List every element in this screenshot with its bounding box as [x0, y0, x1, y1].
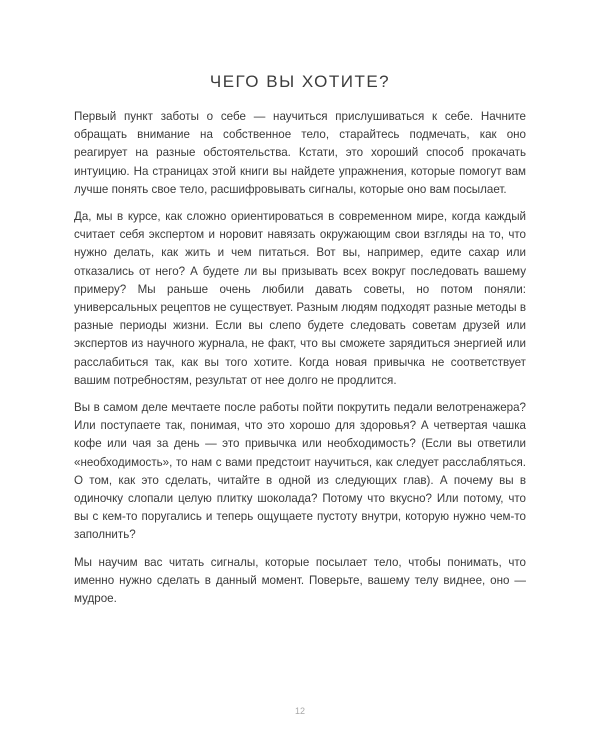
page-number: 12 — [294, 706, 305, 716]
paragraph-4: Мы научим вас читать сигналы, которые посылает тело, чтобы понимать, что именно нужно сделать в данный момент. Поверьте, вашему телу виднее, оно — мудрое. — [74, 555, 526, 606]
chapter-title: ЧЕГО ВЫ ХОТИТЕ? — [209, 72, 391, 91]
body-text — [74, 108, 526, 617]
paragraph-1: Первый пункт заботы о себе — научиться прислушиваться к себе. Начните обращать внимание на собственное тело, старайтесь подмечать, как оно реагирует на разные обстоятельства. Кстати, это хороший способ прокачать интуицию. На страницах этой книги вы найдете упражнения, которые помогут вам лучше понять свое тело, расшифровывать сигналы, которые оно вам посылает. — [74, 110, 526, 196]
paragraph-3: Вы в самом деле мечтаете после работы пойти покрутить педали велотренажера? Или поступаете так, понимая, что это хорошо для здоровья? А четвертая чашка кофе или чая за день — это привычка или необходимость? (Если вы ответили «необходимость», то нам с вами предстоит научиться, как следует расслабляться. О том, как это сделать, читайте в одной из следующих глав). А почему вы в одиночку слопали целую плитку шоколада? Потому что вкусно? Или потому, что вы с кем-то поругались и теперь ощущаете пустоту внутри, которую нужно чем-то заполнить? — [74, 401, 526, 542]
paragraph-2: Да, мы в курсе, как сложно ориентироваться в современном мире, когда каждый считает себя экспертом и норовит навязать окружающим свои взгляды на то, что нужно делать, как жить и чем питаться. Вот вы, например, едите сахар или отказались от него? А будете ли вы призывать всех вокруг последовать вашему примеру? Мы раньше очень любили давать советы, но потом поняли: универсальных рецептов не существует. Разным людям подходят разные методы в разные периоды жизни. Если вы слепо будете следовать советам друзей или экспертов из научного журнала, не факт, что вы сможете зарядиться энергией или расслабиться так, как вы того хотите. Когда новая привычка не соответствует вашим потребностям, результат от нее долго не продлится. — [74, 210, 526, 387]
